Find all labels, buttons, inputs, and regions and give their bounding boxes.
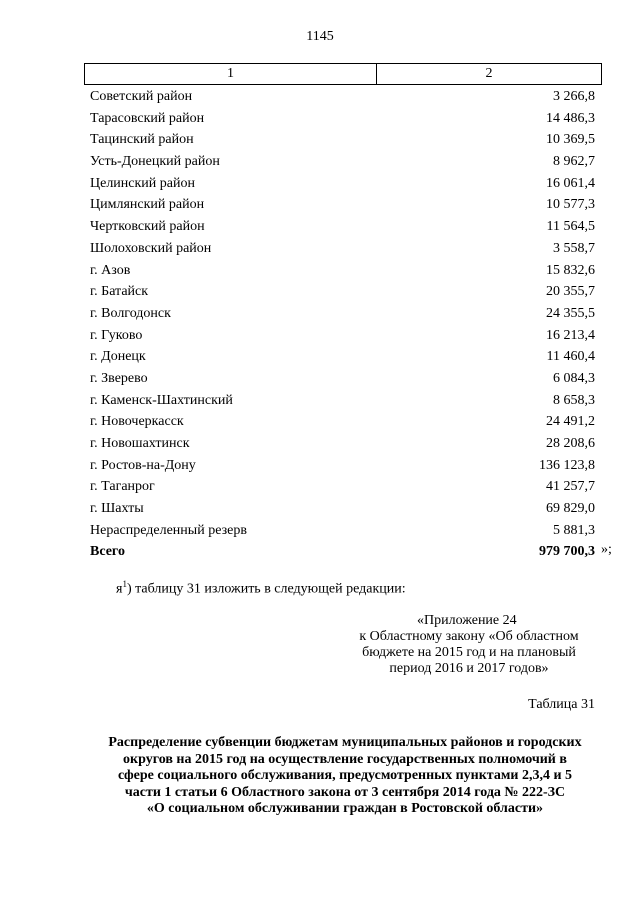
heading-line: Распределение субвенции бюджетам муниципальных районов и городских <box>108 735 582 750</box>
table-row <box>90 151 600 173</box>
row-value: 8 962,7 <box>553 154 595 170</box>
row-value: 3 558,7 <box>553 240 595 256</box>
table-row <box>90 390 600 412</box>
table-row <box>90 325 600 347</box>
total-label: Всего <box>90 544 125 560</box>
appendix-reference <box>324 613 614 677</box>
table-row <box>90 455 600 477</box>
row-name: Усть-Донецкий район <box>90 154 220 170</box>
row-value: 11 460,4 <box>546 349 595 365</box>
column-header-2: 2 <box>485 66 493 81</box>
row-name: Советский район <box>90 89 193 104</box>
appendix-line: период 2016 и 2017 годов» <box>389 661 549 676</box>
row-value: 10 577,3 <box>546 197 595 213</box>
row-name: Тарасовский район <box>90 110 205 126</box>
row-name: г. Новочеркасск <box>90 414 184 430</box>
table-row <box>90 238 600 260</box>
column-header-1: 1 <box>85 64 377 84</box>
table-row <box>90 173 600 195</box>
amendment-body: ) таблицу 31 изложить в следующей редакции: <box>126 581 406 597</box>
row-name: Нераспределенный резерв <box>90 522 247 538</box>
table-row <box>90 520 600 542</box>
row-name: г. Донецк <box>90 349 146 365</box>
table-row <box>90 411 600 433</box>
table-row <box>90 194 600 216</box>
appendix-line: к Областному закону «Об областном <box>359 629 579 644</box>
row-value: 14 486,3 <box>546 110 595 126</box>
table-row <box>90 108 600 130</box>
row-name: Тацинский район <box>90 132 194 148</box>
row-value: 5 881,3 <box>553 522 595 538</box>
table-column-header <box>84 63 602 85</box>
row-name: г. Азов <box>90 262 131 278</box>
table-row <box>90 433 600 455</box>
row-name: Цимлянский район <box>90 197 205 213</box>
heading-line: «О социальном обслуживании граждан в Ростовской области» <box>146 801 544 816</box>
table-row <box>90 498 600 520</box>
table-row <box>90 86 600 108</box>
row-value: 20 355,7 <box>546 284 595 300</box>
row-value: 6 084,3 <box>553 370 595 386</box>
amendment-text <box>116 579 406 598</box>
heading-line: сфере социального обслуживания, предусмотренных пунктами 2,3,4 и 5 <box>117 768 573 783</box>
row-name: г. Гуково <box>90 327 143 343</box>
subsidy-table <box>90 86 600 563</box>
row-value: 24 491,2 <box>546 414 595 430</box>
appendix-line: бюджете на 2015 год и на плановый <box>362 645 576 660</box>
total-row <box>90 541 600 563</box>
total-value: 979 700,3 <box>539 544 595 560</box>
table-row <box>90 129 600 151</box>
row-name: г. Волгодонск <box>90 305 171 321</box>
row-value: 136 123,8 <box>539 457 595 473</box>
heading-line: части 1 статьи 6 Областного закона от 3 сентября 2014 года № 222-ЗС <box>124 784 566 800</box>
row-name: г. Зверево <box>90 370 148 386</box>
amendment-superscript: 1 <box>122 579 127 589</box>
row-value: 10 369,5 <box>546 132 595 148</box>
total-closing-quote: »; <box>601 542 612 557</box>
appendix-line: «Приложение 24 <box>417 613 517 628</box>
table-row <box>90 260 600 282</box>
row-name: г. Таганрог <box>90 479 155 495</box>
row-value: 15 832,6 <box>546 262 595 278</box>
heading-line: округов на 2015 год на осуществление государственных полномочий в <box>123 751 567 767</box>
page-number: 1145 <box>306 29 334 44</box>
table-row <box>90 346 600 368</box>
table-number: Таблица 31 <box>528 697 595 712</box>
table-row <box>90 303 600 325</box>
row-name: Шолоховский район <box>90 240 212 256</box>
row-value: 28 208,6 <box>546 436 595 451</box>
row-value: 16 061,4 <box>546 175 595 191</box>
row-name: г. Батайск <box>90 284 149 300</box>
table-row <box>90 476 600 498</box>
row-value: 41 257,7 <box>546 479 595 495</box>
table-row <box>90 281 600 303</box>
row-value: 16 213,4 <box>546 327 595 343</box>
table-row <box>90 216 600 238</box>
row-value: 3 266,8 <box>553 89 595 104</box>
table-row <box>90 368 600 390</box>
row-name: Чертковский район <box>90 219 205 235</box>
row-value: 11 564,5 <box>546 219 595 235</box>
row-name: г. Шахты <box>90 501 144 517</box>
amendment-prefix: я <box>116 581 123 597</box>
row-value: 69 829,0 <box>546 501 595 517</box>
row-name: г. Каменск-Шахтинский <box>90 392 233 408</box>
row-name: г. Новошахтинск <box>90 436 190 451</box>
table-heading <box>60 735 630 818</box>
row-value: 24 355,5 <box>546 305 595 321</box>
row-name: Целинский район <box>90 175 195 191</box>
row-value: 8 658,3 <box>553 392 595 408</box>
row-name: г. Ростов-на-Дону <box>90 457 196 473</box>
